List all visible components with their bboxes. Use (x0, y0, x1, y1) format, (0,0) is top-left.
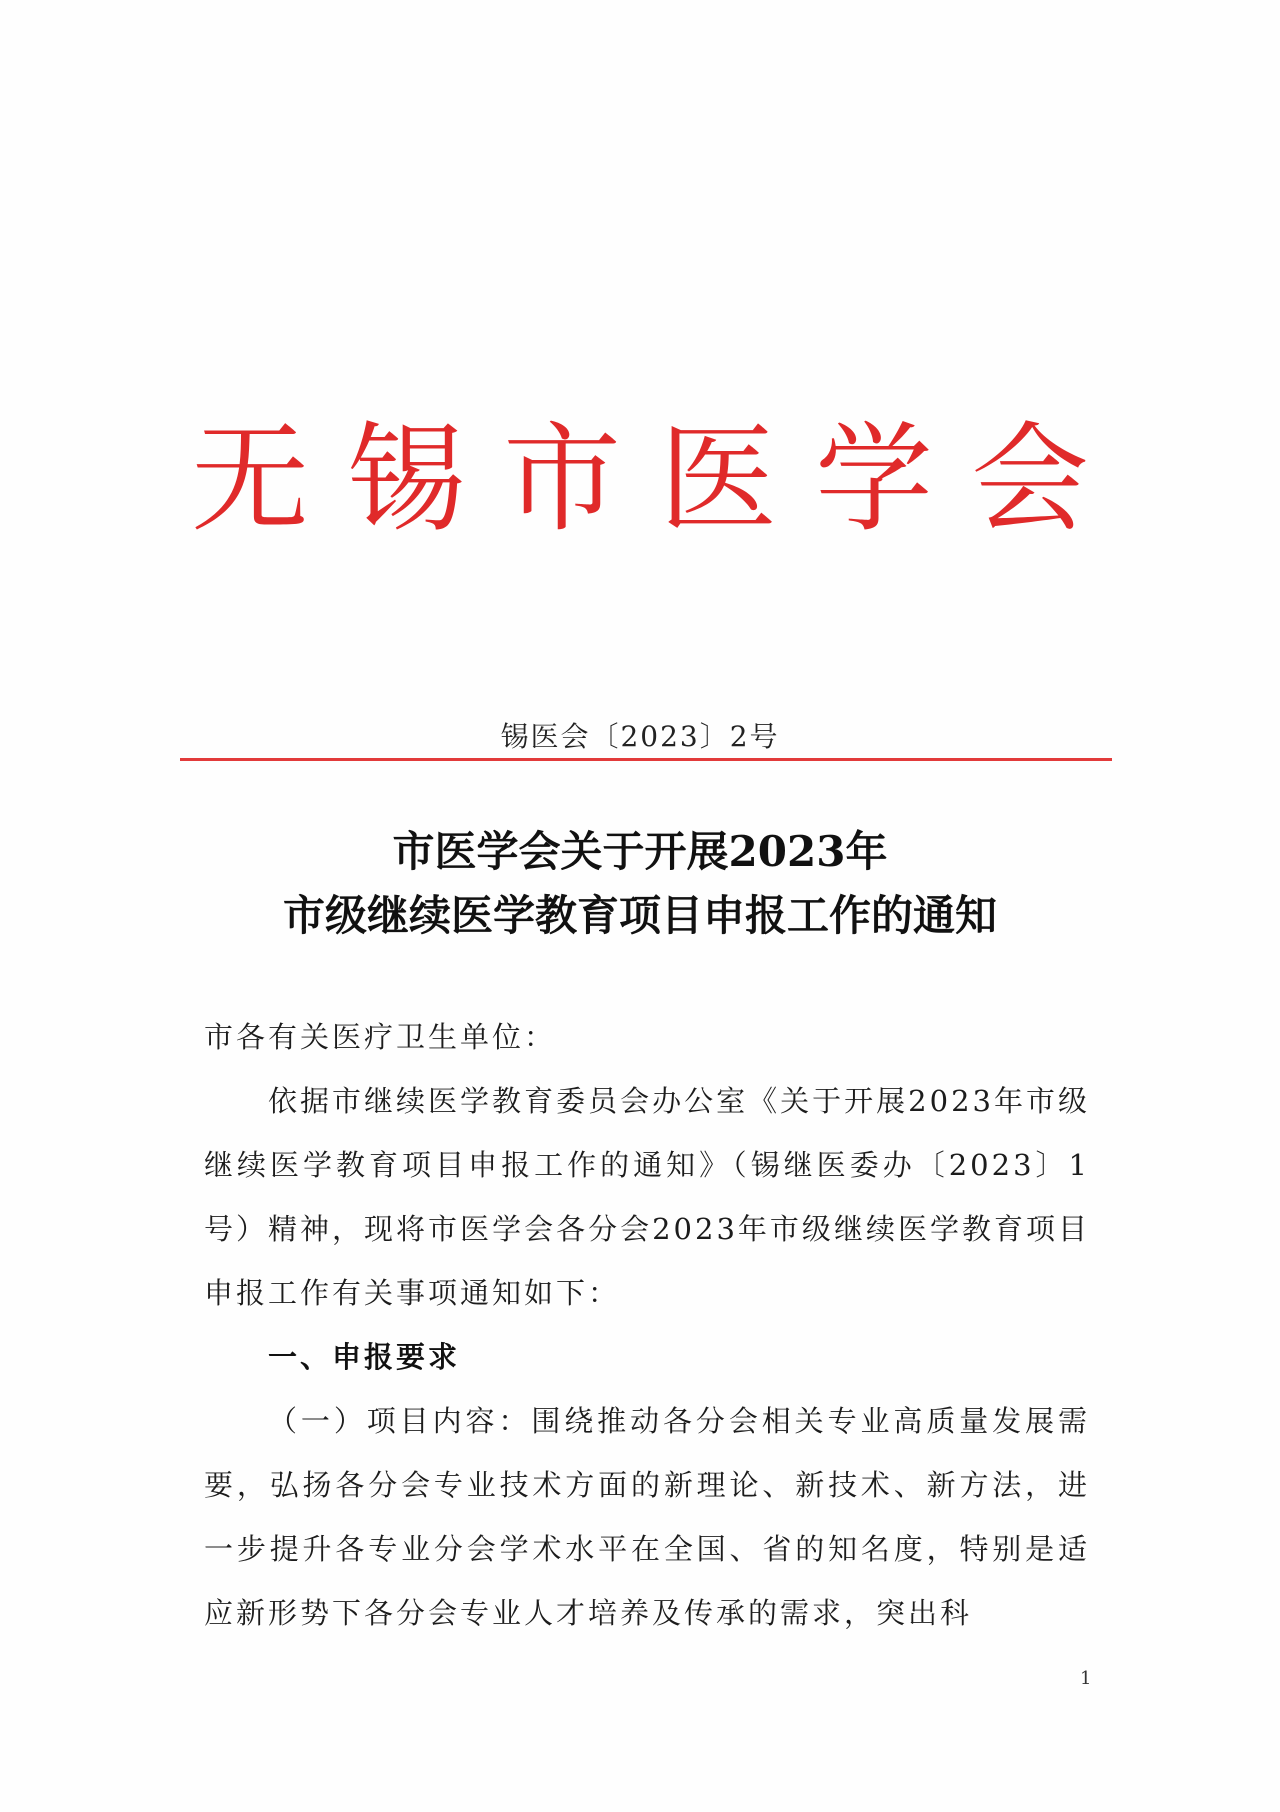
document-body (204, 1005, 1090, 1645)
red-divider-rule (180, 758, 1112, 761)
salutation: 市各有关医疗卫生单位： (204, 1020, 557, 1054)
page-number: 1 (1080, 1668, 1092, 1689)
document-number: 锡医会〔2023〕2号 (500, 720, 780, 753)
section-heading-requirements: 一、申报要求 (268, 1340, 461, 1374)
organization-letterhead: 无锡市医学会 (190, 410, 1127, 548)
paragraph-intro: 依据市继续医学教育委员会办公室《关于开展2023年市级继续医学教育项目申报工作的通知》（锡继医委办〔2023〕1号）精神，现将市医学会各分会2023年市级继续医学教育项目申报工作有关事项通知如下： (204, 1084, 1090, 1310)
paragraph-project-content: （一）项目内容：围绕推动各分会相关专业高质量发展需要，弘扬各分会专业技术方面的新理论、新技术、新方法，进一步提升各专业分会学术水平在全国、省的知名度，特别是适应新形势下各分会专业人才培养及传承的需求，突出科 (204, 1404, 1090, 1630)
document-title-line-1: 市医学会关于开展2023年 (392, 827, 888, 876)
document-title-line-2: 市级继续医学教育项目申报工作的通知 (282, 891, 997, 940)
document-title (0, 820, 1280, 948)
